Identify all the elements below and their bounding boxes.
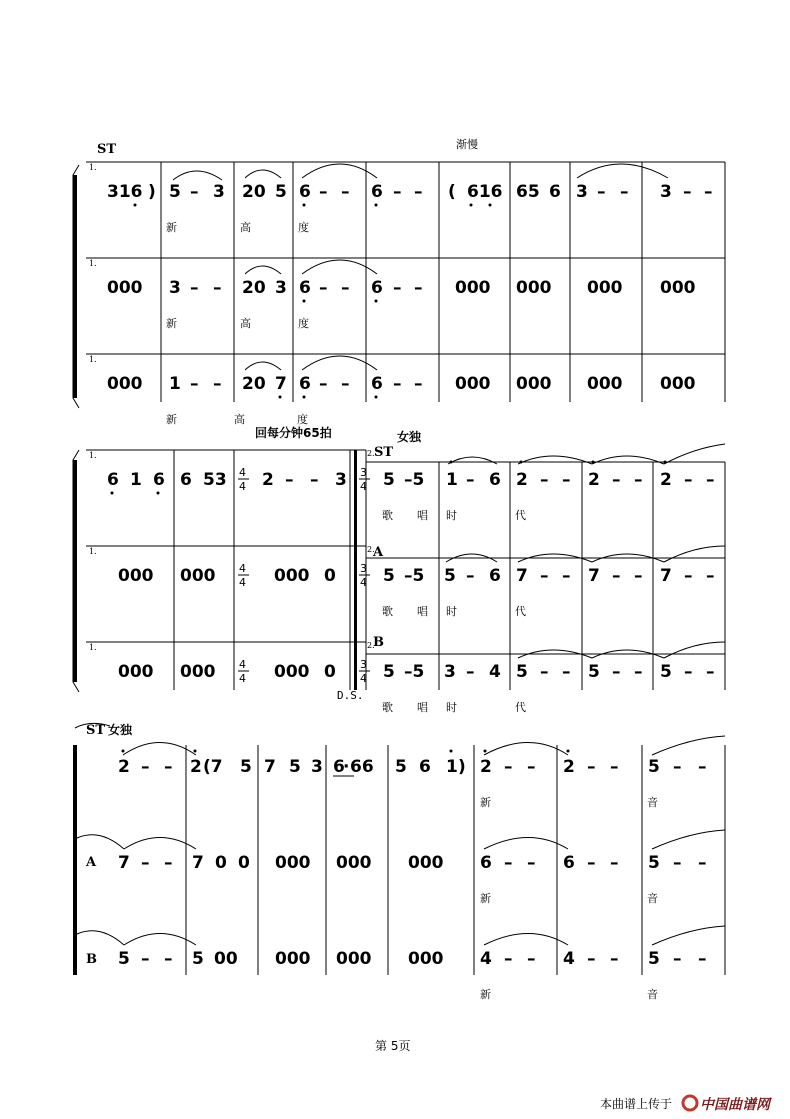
note: –	[587, 757, 596, 777]
note: 3	[576, 182, 588, 202]
lyric: 新	[480, 796, 491, 809]
lyric: 代	[515, 701, 526, 714]
note: 6	[371, 278, 383, 298]
note: 6	[299, 374, 311, 394]
note: (	[448, 182, 456, 202]
time-sig-top: 4	[239, 466, 246, 479]
volta-ending: 2.	[367, 449, 375, 458]
lyric: 音	[647, 892, 658, 905]
note: 000	[336, 949, 372, 969]
note: 5	[383, 662, 395, 682]
note: –	[393, 278, 402, 298]
voice-marker: 1.	[89, 355, 97, 364]
system-3	[73, 722, 725, 1001]
note: –	[634, 662, 643, 682]
site-brand[interactable]: 中国曲谱网	[700, 1097, 770, 1113]
slurs	[518, 642, 725, 658]
note: )	[148, 182, 156, 202]
note: 2	[516, 470, 528, 490]
note: 000	[336, 853, 372, 873]
octave-dots	[134, 204, 492, 207]
lyric: 度	[298, 221, 309, 234]
note: –	[612, 662, 621, 682]
note: 000	[275, 949, 311, 969]
lyric: 音	[647, 796, 658, 809]
part-label-st: ST	[374, 445, 394, 460]
lyric: 时	[446, 509, 457, 522]
note: –	[587, 853, 596, 873]
note: –	[504, 949, 513, 969]
system-1	[73, 137, 725, 426]
note: 0	[215, 853, 227, 873]
system-bracket	[73, 175, 77, 398]
voice-marker: 1.	[89, 643, 97, 652]
note: –	[190, 374, 199, 394]
note: 7	[660, 566, 672, 586]
note: 4	[563, 949, 575, 969]
note: 1	[169, 374, 181, 394]
note: 5	[648, 853, 660, 873]
voice-a-row	[107, 260, 696, 330]
note: 2	[262, 470, 274, 490]
lyric: 歌	[382, 509, 393, 522]
note: 7	[588, 566, 600, 586]
note: 000	[107, 374, 143, 394]
lyric: 歌	[382, 605, 393, 618]
note: –	[540, 470, 549, 490]
note: 000	[455, 374, 491, 394]
lyric: 歌	[382, 701, 393, 714]
lyric: 代	[515, 605, 526, 618]
part-label-a: A	[373, 545, 384, 560]
note: 2	[588, 470, 600, 490]
note: 316	[107, 182, 143, 202]
note: 6	[549, 182, 561, 202]
note: 7	[192, 853, 204, 873]
note: –	[141, 853, 150, 873]
note: 6	[180, 470, 192, 490]
note: 5	[588, 662, 600, 682]
voice-a-row	[77, 830, 725, 905]
note: 5	[383, 566, 395, 586]
note: 616	[467, 182, 503, 202]
slurs	[77, 830, 725, 849]
note: –	[164, 853, 173, 873]
note: 5	[516, 662, 528, 682]
note: –	[341, 374, 350, 394]
lyric: 时	[446, 605, 457, 618]
note: 000	[180, 662, 216, 682]
slurs	[245, 356, 377, 370]
note: –	[466, 662, 475, 682]
solo-mark: 女独	[397, 430, 422, 444]
part-label-b: B	[86, 952, 97, 967]
note: 000	[516, 374, 552, 394]
voice-marker: 1.	[89, 163, 97, 172]
time-sig-top: 4	[239, 562, 246, 575]
note: 000	[118, 566, 154, 586]
note: –	[393, 182, 402, 202]
lyric: 高	[240, 317, 251, 330]
note: 20	[242, 278, 266, 298]
note: –	[341, 182, 350, 202]
note: 5	[648, 949, 660, 969]
note: 6	[107, 470, 119, 490]
note: 5	[192, 949, 204, 969]
time-sig-top: 3	[360, 562, 367, 575]
note: 000	[275, 853, 311, 873]
note: –	[587, 949, 596, 969]
note: 5	[169, 182, 181, 202]
slurs	[173, 164, 668, 180]
voice-st-row	[107, 164, 713, 234]
note: –	[141, 949, 150, 969]
note: 5	[444, 566, 456, 586]
system-bracket	[73, 460, 77, 682]
lyric: 新	[166, 317, 177, 330]
note: –	[504, 853, 513, 873]
lyric: 新	[166, 221, 177, 234]
note: –	[466, 566, 475, 586]
note: –	[562, 662, 571, 682]
volta-ending: 2.	[367, 545, 375, 554]
voice-st-row	[118, 736, 725, 809]
voice-marker: 1.	[89, 547, 97, 556]
note: –	[698, 949, 707, 969]
note: 7	[275, 374, 287, 394]
lyric: 唱	[417, 701, 428, 714]
note: 000	[180, 566, 216, 586]
note: –	[504, 757, 513, 777]
note: –	[706, 662, 715, 682]
note: 0	[238, 853, 250, 873]
page-number: 第 5页	[375, 1039, 411, 1053]
note: 0	[324, 566, 336, 586]
lyric: 唱	[417, 509, 428, 522]
note: –	[319, 182, 328, 202]
note: –	[190, 278, 199, 298]
note: –	[466, 470, 475, 490]
note: 000	[516, 278, 552, 298]
lyric: 度	[298, 317, 309, 330]
time-sig-top: 3	[360, 466, 367, 479]
note: –	[414, 182, 423, 202]
note: 000	[107, 278, 143, 298]
note: 2	[563, 757, 575, 777]
note: –	[610, 949, 619, 969]
note: 1	[130, 470, 142, 490]
part-label-st: ST	[86, 723, 106, 738]
voice-b-row	[107, 356, 696, 426]
note: 5	[289, 757, 301, 777]
time-sig-bottom: 4	[360, 576, 367, 589]
note: 5	[648, 757, 660, 777]
note: 5	[660, 662, 672, 682]
system-2	[73, 425, 725, 714]
note: –	[285, 470, 294, 490]
note: 6	[489, 566, 501, 586]
note: –	[610, 853, 619, 873]
note: 3	[275, 278, 287, 298]
note: 3	[660, 182, 672, 202]
note: –	[414, 374, 423, 394]
note: –	[683, 182, 692, 202]
time-sig-bottom: 4	[239, 480, 246, 493]
voice-st-row	[107, 444, 725, 522]
note: –	[610, 757, 619, 777]
note: –	[620, 182, 629, 202]
time-sig-bottom: 4	[239, 672, 246, 685]
note: (7	[203, 757, 223, 777]
note: 1	[446, 757, 458, 777]
note: 3	[213, 182, 225, 202]
note: 6	[333, 757, 345, 777]
note: –	[319, 374, 328, 394]
time-sig-bottom: 4	[239, 576, 246, 589]
note: –	[684, 470, 693, 490]
slurs	[245, 260, 377, 274]
note: 5	[118, 949, 130, 969]
volta-ending: 2.	[367, 641, 375, 650]
note: –	[684, 566, 693, 586]
note: 2	[480, 757, 492, 777]
time-sig-top: 3	[360, 658, 367, 671]
lyric: 高	[234, 413, 245, 426]
note: 5	[395, 757, 407, 777]
note: –	[414, 278, 423, 298]
site-logo[interactable]	[683, 1096, 773, 1113]
note: 000	[274, 662, 310, 682]
part-label-a: A	[86, 855, 97, 870]
note: )	[458, 757, 466, 777]
note: –	[612, 566, 621, 586]
note: 1	[446, 470, 458, 490]
note: –	[634, 566, 643, 586]
note: 7	[118, 853, 130, 873]
note: –	[673, 853, 682, 873]
tempo-mark: 渐慢	[456, 138, 478, 151]
note: –5	[404, 662, 425, 682]
note: 7	[516, 566, 528, 586]
voice-a-row	[118, 546, 725, 618]
note: –5	[404, 470, 425, 490]
note: 6	[153, 470, 165, 490]
footer-upload-text: 本曲谱上传于	[600, 1097, 673, 1111]
note: 3	[169, 278, 181, 298]
note: 000	[660, 278, 696, 298]
slurs	[446, 546, 725, 562]
note: 2	[118, 757, 130, 777]
note: 000	[408, 853, 444, 873]
note: 0	[324, 662, 336, 682]
note: 000	[408, 949, 444, 969]
note: 3	[444, 662, 456, 682]
note: –	[393, 374, 402, 394]
note: –	[310, 470, 319, 490]
lyric: 音	[647, 988, 658, 1001]
voice-b-row	[118, 642, 725, 714]
lyric: 新	[480, 988, 491, 1001]
note: –	[141, 757, 150, 777]
note: 6	[371, 374, 383, 394]
voice-marker: 1.	[89, 451, 97, 460]
note: 6	[419, 757, 431, 777]
note: 6	[299, 278, 311, 298]
note: 6	[299, 182, 311, 202]
note: –	[673, 949, 682, 969]
note: 2	[660, 470, 672, 490]
note: –	[634, 470, 643, 490]
note: 6	[489, 470, 501, 490]
note: 6	[480, 853, 492, 873]
note: 20	[242, 182, 266, 202]
note: 5	[240, 757, 252, 777]
note: –	[704, 182, 713, 202]
note: 4	[480, 949, 492, 969]
note: –	[213, 278, 222, 298]
note: –	[673, 757, 682, 777]
note: 6	[371, 182, 383, 202]
note: 2	[190, 757, 202, 777]
slurs	[123, 736, 725, 755]
note: 000	[455, 278, 491, 298]
logo-icon	[683, 1096, 697, 1110]
solo-mark: 女独	[108, 723, 133, 737]
note: –	[698, 853, 707, 873]
note: –	[341, 278, 350, 298]
note: –	[612, 470, 621, 490]
slurs	[77, 926, 725, 945]
ds-marking: D.S.	[337, 689, 364, 702]
note: 000	[274, 566, 310, 586]
note: 6	[563, 853, 575, 873]
voice-marker: 1.	[89, 259, 97, 268]
lyric: 高	[240, 221, 251, 234]
system-bracket	[73, 745, 77, 975]
barlines	[186, 745, 725, 975]
voice-b-row	[77, 926, 725, 1001]
lyric: 代	[515, 509, 526, 522]
lyric: 时	[446, 701, 457, 714]
note: –	[527, 949, 536, 969]
note: 000	[587, 374, 623, 394]
note: 53	[203, 470, 227, 490]
note: 7	[264, 757, 276, 777]
part-label-st: ST	[97, 142, 117, 157]
lyric: 度	[297, 413, 308, 426]
note: –	[190, 182, 199, 202]
note: –	[562, 566, 571, 586]
lyric: 唱	[417, 605, 428, 618]
note: –	[684, 662, 693, 682]
time-sig-top: 4	[239, 658, 246, 671]
tempo-mark: 回每分钟65拍	[255, 426, 332, 440]
note: 3	[311, 757, 323, 777]
note: –	[527, 757, 536, 777]
note: –5	[404, 566, 425, 586]
note: 5	[383, 470, 395, 490]
note: 65	[516, 182, 540, 202]
note: –	[562, 470, 571, 490]
note: ·	[343, 757, 350, 777]
note: –	[698, 757, 707, 777]
time-sig-bottom: 4	[360, 672, 367, 685]
note: –	[319, 278, 328, 298]
note: –	[527, 853, 536, 873]
note: –	[164, 949, 173, 969]
slurs	[448, 444, 725, 464]
lyric: 新	[480, 892, 491, 905]
thick-barline	[354, 450, 357, 690]
note: 4	[489, 662, 501, 682]
note: –	[164, 757, 173, 777]
note: –	[706, 470, 715, 490]
time-sig-bottom: 4	[360, 480, 367, 493]
note: 000	[587, 278, 623, 298]
note: 000	[118, 662, 154, 682]
note: –	[597, 182, 606, 202]
note: 3	[335, 470, 347, 490]
note: –	[540, 662, 549, 682]
note: –	[706, 566, 715, 586]
note: 00	[214, 949, 238, 969]
note: –	[540, 566, 549, 586]
note: 5	[275, 182, 287, 202]
note: 20	[242, 374, 266, 394]
note: –	[213, 374, 222, 394]
lyric: 新	[166, 413, 177, 426]
part-label-b: B	[373, 635, 384, 650]
note: 66	[350, 757, 374, 777]
note: 000	[660, 374, 696, 394]
